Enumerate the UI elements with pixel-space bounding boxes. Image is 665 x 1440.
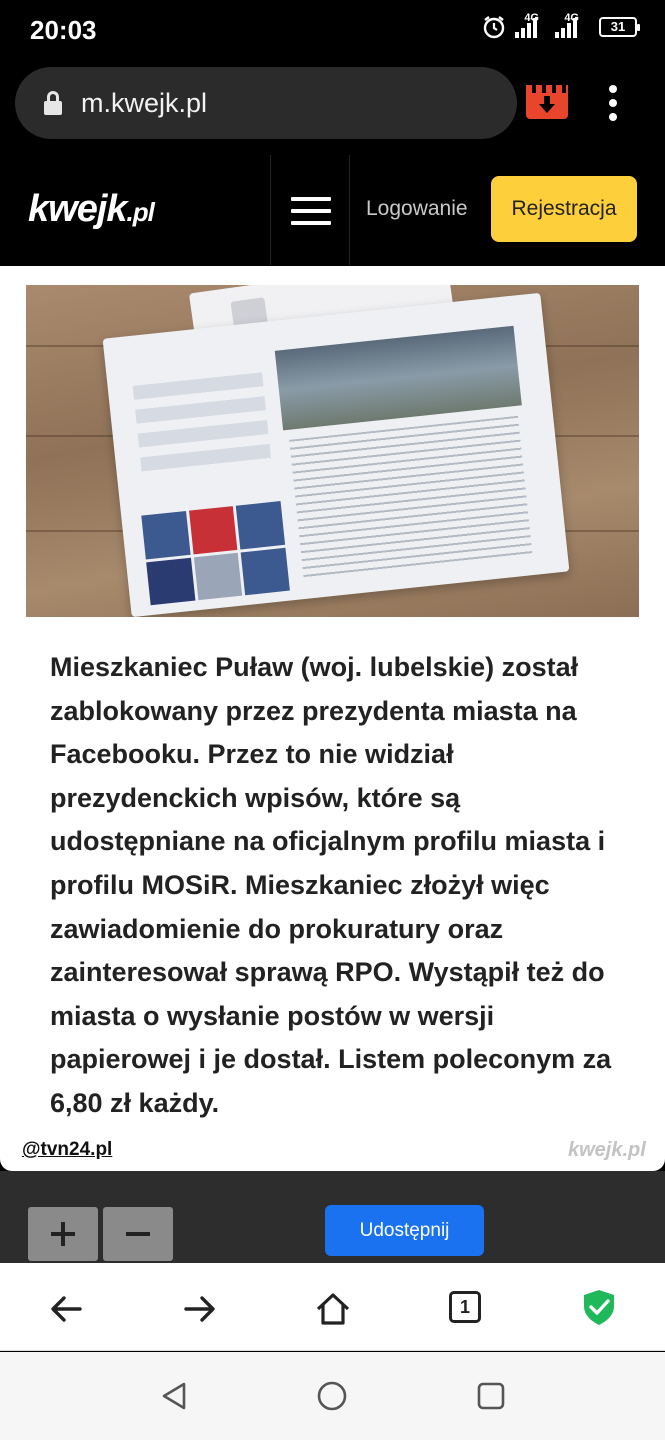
back-triangle-icon[interactable] [158, 1380, 190, 1412]
register-button[interactable]: Rejestracja [491, 176, 637, 242]
tabs-icon[interactable]: 1 [449, 1291, 481, 1323]
url-text[interactable]: m.kwejk.pl [81, 87, 208, 118]
signal-icon [555, 12, 579, 38]
status-icons [481, 14, 637, 40]
signal-icon [515, 12, 539, 38]
status-time: 20:03 [30, 15, 97, 45]
share-button[interactable]: Udostępnij [325, 1205, 484, 1256]
action-bar [0, 1171, 665, 1263]
address-bar[interactable] [15, 67, 517, 139]
login-link[interactable]: Logowanie [366, 197, 468, 220]
site-logo[interactable] [28, 188, 154, 231]
browser-toolbar [0, 60, 665, 150]
article-text: Mieszkaniec Puław (woj. lubelskie) został zablokowany przez prezydenta miasta na Facebooku. Przez to nie widział prezydenckich wpisów, które są udostępniane na oficjalnym profilu miasta i profilu MOSiR. Mieszkaniec złożył więc zawiadomienie do prokuratury oraz zainteresował sprawą RPO. Wystąpił też do miasta o wysłanie postów w wersji papierowej i je dostał. Listem poleconym za 6,80 zł każdy. [50, 652, 612, 1118]
menu-button[interactable] [270, 155, 350, 265]
forward-arrow-icon[interactable] [180, 1289, 220, 1329]
source-link[interactable]: @tvn24.pl [22, 1139, 113, 1160]
download-icon[interactable] [526, 85, 568, 119]
recents-square-icon[interactable] [475, 1380, 507, 1412]
home-circle-icon[interactable] [316, 1380, 348, 1412]
system-navigation [0, 1352, 665, 1440]
logo-main: kwejk [28, 188, 127, 230]
post-card [0, 266, 665, 1171]
downvote-button[interactable] [103, 1207, 173, 1261]
browser-navigation [0, 1263, 665, 1351]
network-type-label: 4G [524, 12, 539, 24]
status-bar [0, 0, 665, 60]
home-icon[interactable] [313, 1289, 353, 1329]
alarm-icon [481, 14, 507, 40]
upvote-button[interactable] [28, 1207, 98, 1261]
back-arrow-icon[interactable] [46, 1289, 86, 1329]
lock-icon [43, 91, 63, 115]
site-header [0, 150, 665, 266]
minus-icon [126, 1232, 150, 1236]
logo-suffix: .pl [126, 197, 154, 227]
network-type-label: 4G [564, 12, 579, 24]
printed-post-shape [103, 293, 570, 617]
watermark: kwejk.pl [568, 1139, 646, 1161]
battery-icon: 31 [599, 17, 637, 37]
post-image[interactable] [26, 285, 639, 617]
shield-check-icon[interactable] [579, 1287, 619, 1327]
hamburger-icon [291, 197, 331, 225]
menu-dots-icon[interactable] [603, 85, 623, 121]
